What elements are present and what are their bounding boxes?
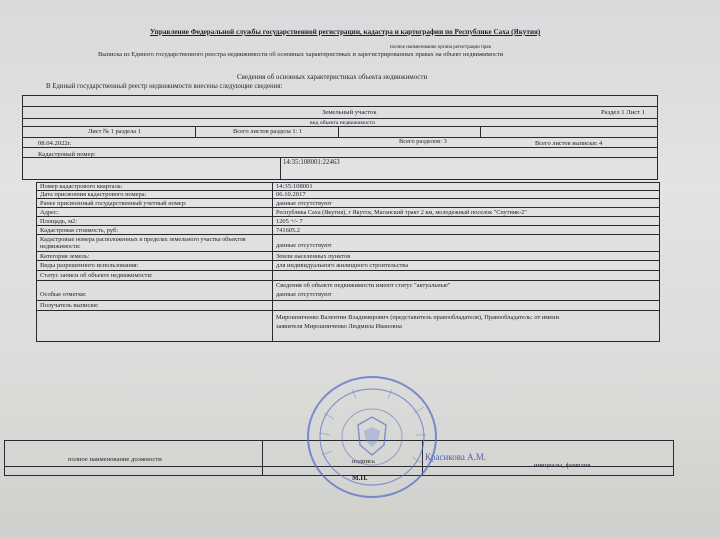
signature-caption: подпись xyxy=(352,458,375,465)
row-value-record-status: Сведения об объекте недвижимости имеют статус "актуальные" xyxy=(276,282,451,289)
official-stamp xyxy=(304,373,440,501)
initials-caption: инициалы, фамилия xyxy=(534,462,591,469)
row-label-permitted-use: Виды разрешенного использования: xyxy=(40,262,139,269)
total-extract-sheets: Всего листов выписки: 4 xyxy=(535,140,603,147)
row-label-quarter: Номер кадастрового квартала: xyxy=(40,183,123,190)
object-name: Земельный участок xyxy=(322,109,377,116)
object-name-sub: вид объекта недвижимости xyxy=(310,120,375,126)
row-value-permitted-use: для индивидуального жилищного строительства xyxy=(276,262,409,269)
row-label-land-category: Категория земель: xyxy=(40,253,90,260)
agency-subtitle: полное наименование органа регистрации прав xyxy=(390,45,491,50)
intro-text: В Единый государственный реестр недвижимости внесены следующие сведения: xyxy=(46,83,283,90)
section-ref: Раздел 1 Лист 1 xyxy=(601,109,645,116)
row-label-inner-objects: Кадастровые номера расположенных в пределах земельного участка объектов недвижимости: xyxy=(40,236,246,251)
row-value-land-category: Земли населенных пунктов xyxy=(276,253,351,260)
info-title: Сведения об основных характеристиках объекта недвижимости xyxy=(237,73,428,81)
row-label-special-notes: Особые отметки: xyxy=(40,291,87,298)
signer-name: Красикова А.М. xyxy=(425,452,487,462)
row-label-cost: Кадастровая стоимость, руб: xyxy=(40,227,119,234)
row-value-cost: 741605.2 xyxy=(276,227,300,234)
row-label-record-status: Статус записи об объекте недвижимости: xyxy=(40,272,153,279)
row-value-assign-date: 06.10.2017 xyxy=(276,191,306,198)
total-sections: Всего разделов: 3 xyxy=(399,138,447,145)
row-value-recipient: Мирошниченко Валентин Владимирович (представитель правообладателя), Правообладатель: от имени заявителя Мирошниченко Людмила Ивановна xyxy=(276,314,559,330)
row-value-inner-objects: данные отсутствуют xyxy=(276,242,332,249)
extract-title: Выписка из Единого государственного реестра недвижимости об основных характеристиках и зарегистрированных правах на объект недвижимости xyxy=(98,51,504,58)
position-caption: полное наименование должности xyxy=(68,456,162,463)
row-label-assign-date: Дата присвоения кадастрового номера: xyxy=(40,191,147,198)
mp-caption: М.П. xyxy=(352,474,368,482)
sheet-number: Лист № 1 раздела 1 xyxy=(88,128,141,135)
row-label-address: Адрес: xyxy=(40,209,59,216)
cadastral-label: Кадастровый номер: xyxy=(38,151,96,158)
row-label-prev-number: Ранее присвоенный государственный учетный номер: xyxy=(40,200,187,207)
agency-name: Управление Федеральной службы государственной регистрации, кадастра и картографии по Республике Саха (Якутия) xyxy=(150,28,541,36)
row-value-quarter: 14:35:108001 xyxy=(276,183,313,190)
cadastral-value: 14:35:108001:22463 xyxy=(283,159,340,166)
row-value-prev-number: данные отсутствуют xyxy=(276,200,332,207)
row-value-area: 1205 +/- 7 xyxy=(276,218,303,225)
row-value-special-notes: данные отсутствуют xyxy=(276,291,332,298)
extract-date: 08.04.2022г. xyxy=(38,140,72,147)
total-sheets: Всего листов раздела 1: 1 xyxy=(233,128,303,135)
row-label-area: Площадь, м2: xyxy=(40,218,78,225)
row-label-recipient: Получатель выписки: xyxy=(40,302,99,309)
row-value-address: Республика Саха (Якутия), г Якутск, Маганский тракт 2 км, молодежный поселок "Спутник-2" xyxy=(276,209,527,216)
